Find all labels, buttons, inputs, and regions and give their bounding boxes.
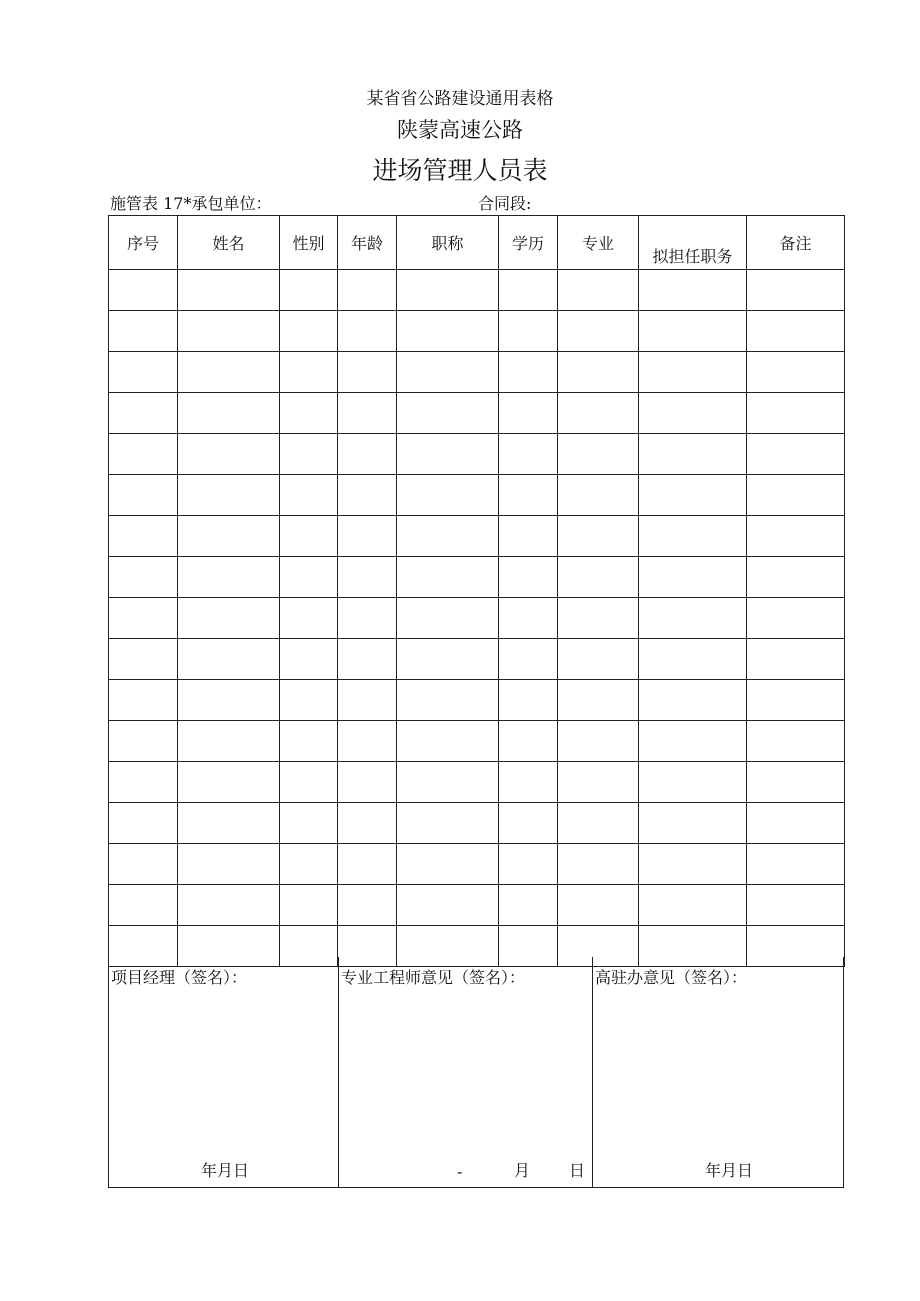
table-cell[interactable] — [178, 393, 280, 434]
table-cell[interactable] — [558, 803, 639, 844]
table-cell[interactable] — [639, 434, 747, 475]
table-cell[interactable] — [558, 844, 639, 885]
table-cell[interactable] — [280, 311, 338, 352]
table-cell[interactable] — [558, 721, 639, 762]
table-cell[interactable] — [747, 352, 845, 393]
table-cell[interactable] — [499, 475, 558, 516]
table-cell[interactable] — [109, 475, 178, 516]
table-row — [109, 311, 845, 352]
engineer-date-day: 日 — [569, 1161, 586, 1180]
table-cell[interactable] — [397, 598, 499, 639]
table-row — [109, 844, 845, 885]
table-cell[interactable] — [558, 270, 639, 311]
table-cell[interactable] — [338, 598, 397, 639]
table-cell[interactable] — [558, 639, 639, 680]
table-cell[interactable] — [178, 639, 280, 680]
table-cell[interactable] — [639, 844, 747, 885]
table-cell[interactable] — [280, 680, 338, 721]
table-cell[interactable] — [280, 475, 338, 516]
table-cell[interactable] — [280, 721, 338, 762]
table-cell[interactable] — [747, 598, 845, 639]
table-cell[interactable] — [397, 639, 499, 680]
table-cell[interactable] — [639, 270, 747, 311]
table-cell[interactable] — [178, 598, 280, 639]
table-cell[interactable] — [338, 803, 397, 844]
table-cell[interactable] — [109, 598, 178, 639]
table-cell[interactable] — [499, 639, 558, 680]
col-header-position: 拟担任职务 — [639, 216, 747, 270]
table-cell[interactable] — [280, 434, 338, 475]
table-cell[interactable] — [499, 516, 558, 557]
engineer-date-dash: - — [457, 1162, 463, 1181]
table-cell[interactable] — [639, 885, 747, 926]
table-cell[interactable] — [397, 434, 499, 475]
table-cell[interactable] — [338, 475, 397, 516]
table-cell[interactable] — [178, 557, 280, 598]
table-cell[interactable] — [397, 475, 499, 516]
table-cell[interactable] — [280, 803, 338, 844]
table-cell[interactable] — [639, 721, 747, 762]
table-cell[interactable] — [338, 557, 397, 598]
resident-office-signature-box[interactable] — [592, 957, 843, 1187]
col-header-remarks: 备注 — [747, 216, 845, 270]
col-header-title: 职称 — [397, 216, 499, 270]
table-cell[interactable] — [280, 762, 338, 803]
table-cell[interactable] — [338, 352, 397, 393]
table-cell[interactable] — [499, 352, 558, 393]
table-row — [109, 598, 845, 639]
table-cell[interactable] — [178, 352, 280, 393]
table-row — [109, 721, 845, 762]
table-cell[interactable] — [280, 639, 338, 680]
table-cell[interactable] — [747, 475, 845, 516]
table-cell[interactable] — [109, 803, 178, 844]
table-cell[interactable] — [558, 311, 639, 352]
table-header-row — [109, 216, 845, 270]
table-cell[interactable] — [338, 844, 397, 885]
table-cell[interactable] — [280, 393, 338, 434]
table-cell[interactable] — [499, 270, 558, 311]
table-row — [109, 557, 845, 598]
table-row — [109, 393, 845, 434]
table-cell[interactable] — [178, 434, 280, 475]
table-cell[interactable] — [639, 475, 747, 516]
table-cell[interactable] — [558, 762, 639, 803]
table-cell[interactable] — [109, 270, 178, 311]
table-cell[interactable] — [558, 598, 639, 639]
table-cell[interactable] — [747, 639, 845, 680]
table-cell[interactable] — [558, 352, 639, 393]
table-cell[interactable] — [109, 557, 178, 598]
table-cell[interactable] — [397, 516, 499, 557]
table-row — [109, 639, 845, 680]
table-cell[interactable] — [558, 475, 639, 516]
table-cell[interactable] — [558, 557, 639, 598]
table-cell[interactable] — [639, 516, 747, 557]
table-cell[interactable] — [499, 311, 558, 352]
table-row — [109, 270, 845, 311]
table-cell[interactable] — [178, 721, 280, 762]
table-cell[interactable] — [280, 516, 338, 557]
table-cell[interactable] — [499, 393, 558, 434]
table-cell[interactable] — [558, 434, 639, 475]
table-cell[interactable] — [747, 516, 845, 557]
table-cell[interactable] — [178, 803, 280, 844]
table-cell[interactable] — [338, 885, 397, 926]
table-cell[interactable] — [178, 885, 280, 926]
table-cell[interactable] — [558, 680, 639, 721]
table-cell[interactable] — [639, 762, 747, 803]
table-cell[interactable] — [397, 557, 499, 598]
form-number-contractor: 施管表 17*承包单位： — [110, 194, 272, 213]
table-cell[interactable] — [499, 434, 558, 475]
table-cell[interactable] — [747, 885, 845, 926]
table-cell[interactable] — [338, 680, 397, 721]
table-cell[interactable] — [397, 721, 499, 762]
resident-office-signature-date: 年月日 — [705, 1161, 754, 1180]
col-header-specialty: 专业 — [558, 216, 639, 270]
table-cell[interactable] — [747, 393, 845, 434]
table-cell[interactable] — [499, 557, 558, 598]
table-cell[interactable] — [397, 844, 499, 885]
table-cell[interactable] — [109, 352, 178, 393]
table-cell[interactable] — [178, 844, 280, 885]
table-cell[interactable] — [639, 803, 747, 844]
table-cell[interactable] — [338, 434, 397, 475]
table-cell[interactable] — [397, 680, 499, 721]
table-cell[interactable] — [338, 393, 397, 434]
table-cell[interactable] — [747, 721, 845, 762]
table-cell[interactable] — [397, 270, 499, 311]
table-row — [109, 680, 845, 721]
table-cell[interactable] — [178, 270, 280, 311]
table-cell[interactable] — [747, 762, 845, 803]
table-row — [109, 516, 845, 557]
table-cell[interactable] — [397, 352, 499, 393]
table-cell[interactable] — [280, 352, 338, 393]
table-cell[interactable] — [747, 311, 845, 352]
table-cell[interactable] — [558, 393, 639, 434]
table-row — [109, 475, 845, 516]
table-cell[interactable] — [639, 557, 747, 598]
table-cell[interactable] — [397, 885, 499, 926]
table-cell[interactable] — [109, 639, 178, 680]
col-header-gender: 性别 — [280, 216, 338, 270]
table-cell[interactable] — [338, 639, 397, 680]
table-cell[interactable] — [338, 311, 397, 352]
table-cell[interactable] — [558, 885, 639, 926]
personnel-table — [108, 215, 845, 967]
project-name: 陕蒙高速公路 — [397, 118, 523, 142]
table-cell[interactable] — [338, 762, 397, 803]
pm-signature-box[interactable] — [109, 957, 338, 1187]
table-row — [109, 803, 845, 844]
table-cell[interactable] — [280, 844, 338, 885]
table-cell[interactable] — [178, 311, 280, 352]
table-cell[interactable] — [499, 680, 558, 721]
table-cell[interactable] — [747, 270, 845, 311]
table-cell[interactable] — [109, 721, 178, 762]
table-cell[interactable] — [178, 762, 280, 803]
table-cell[interactable] — [280, 557, 338, 598]
table-cell[interactable] — [280, 598, 338, 639]
table-cell[interactable] — [747, 803, 845, 844]
table-cell[interactable] — [109, 311, 178, 352]
engineer-date-month: 月 — [514, 1161, 531, 1180]
table-cell[interactable] — [639, 680, 747, 721]
table-cell[interactable] — [499, 598, 558, 639]
pm-signature-date: 年月日 — [201, 1161, 250, 1180]
table-cell[interactable] — [109, 516, 178, 557]
table-cell[interactable] — [747, 557, 845, 598]
table-cell[interactable] — [639, 352, 747, 393]
table-cell[interactable] — [639, 639, 747, 680]
table-cell[interactable] — [109, 680, 178, 721]
table-cell[interactable] — [280, 270, 338, 311]
pm-signature-label: 项目经理（签名）： — [111, 968, 248, 987]
engineer-signature-label: 专业工程师意见（签名）： — [341, 968, 526, 987]
table-cell[interactable] — [397, 762, 499, 803]
table-cell[interactable] — [747, 680, 845, 721]
form-title: 进场管理人员表 — [372, 156, 548, 185]
table-cell[interactable] — [747, 844, 845, 885]
table-cell[interactable] — [178, 680, 280, 721]
table-cell[interactable] — [338, 270, 397, 311]
table-cell[interactable] — [397, 803, 499, 844]
table-cell[interactable] — [178, 475, 280, 516]
table-cell[interactable] — [499, 844, 558, 885]
table-cell[interactable] — [109, 434, 178, 475]
contract-section: 合同段: — [478, 194, 532, 213]
table-cell[interactable] — [397, 393, 499, 434]
table-cell[interactable] — [109, 844, 178, 885]
table-row — [109, 885, 845, 926]
engineer-signature-box[interactable] — [338, 957, 592, 1187]
table-cell[interactable] — [109, 393, 178, 434]
table-cell[interactable] — [558, 516, 639, 557]
table-cell[interactable] — [747, 434, 845, 475]
table-row — [109, 352, 845, 393]
table-row — [109, 434, 845, 475]
table-cell[interactable] — [109, 885, 178, 926]
table-cell[interactable] — [499, 721, 558, 762]
table-cell[interactable] — [499, 885, 558, 926]
table-cell[interactable] — [499, 803, 558, 844]
signature-section — [108, 957, 844, 1188]
col-header-name: 姓名 — [178, 216, 280, 270]
form-supertitle: 某省省公路建设通用表格 — [366, 89, 554, 109]
col-header-age: 年龄 — [338, 216, 397, 270]
table-cell[interactable] — [338, 516, 397, 557]
table-cell[interactable] — [499, 762, 558, 803]
table-row — [109, 762, 845, 803]
table-cell[interactable] — [397, 311, 499, 352]
table-cell[interactable] — [639, 311, 747, 352]
table-cell[interactable] — [639, 393, 747, 434]
table-cell[interactable] — [639, 598, 747, 639]
col-header-serial: 序号 — [109, 216, 178, 270]
table-cell[interactable] — [338, 721, 397, 762]
resident-office-signature-label: 高驻办意见（签名）： — [595, 968, 748, 987]
table-cell[interactable] — [280, 885, 338, 926]
col-header-education: 学历 — [499, 216, 558, 270]
table-cell[interactable] — [109, 762, 178, 803]
table-cell[interactable] — [178, 516, 280, 557]
